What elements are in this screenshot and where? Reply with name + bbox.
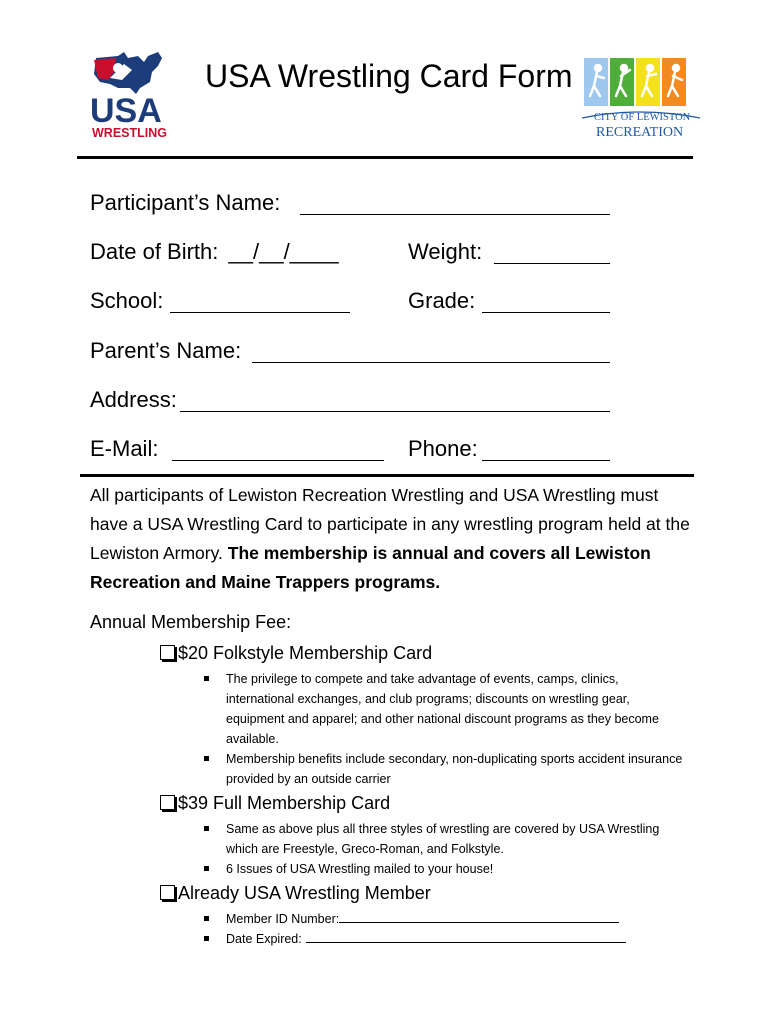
bullet-text: 6 Issues of USA Wrestling mailed to your house!: [226, 862, 494, 876]
parent-name-field[interactable]: [252, 362, 610, 363]
dob-row: [90, 239, 339, 265]
city-of-lewiston-text: CITY OF LEWISTON: [594, 112, 691, 123]
already-member-label: Already USA Wrestling Member: [178, 883, 431, 903]
full-bullet-1: [226, 819, 686, 859]
date-expired-field[interactable]: [306, 929, 626, 943]
folkstyle-label: $20 Folkstyle Membership Card: [178, 643, 433, 663]
date-expired-row: [226, 929, 686, 949]
phone-field[interactable]: [482, 460, 610, 461]
member-id-field[interactable]: [339, 909, 619, 923]
city-of-lewiston-recreation-logo: [580, 56, 702, 142]
full-membership-option[interactable]: [160, 793, 390, 814]
checkbox-icon[interactable]: [160, 645, 175, 660]
member-id-label: Member ID Number:: [226, 912, 340, 926]
member-id-row: [226, 909, 686, 929]
address-label: Address:: [90, 387, 177, 412]
wrestling-logo-text: WRESTLING: [92, 126, 167, 140]
intro-bold-text: The membership is annual and covers all Lewiston Recreation and Maine Trappers programs.: [90, 543, 651, 592]
grade-field[interactable]: [482, 312, 610, 313]
folkstyle-option[interactable]: [160, 643, 432, 664]
form-divider: [80, 474, 694, 477]
bullet-icon: [204, 916, 209, 921]
weight-label: Weight:: [408, 239, 483, 264]
checkbox-icon[interactable]: [160, 795, 175, 810]
bullet-icon: [204, 756, 209, 761]
grade-label: Grade:: [408, 288, 476, 313]
usa-logo-text: USA: [90, 92, 162, 130]
usa-wrestling-logo: [88, 48, 172, 140]
school-field[interactable]: [170, 312, 350, 313]
email-label: E-Mail:: [90, 436, 159, 461]
bullet-text: Same as above plus all three styles of wrestling are covered by USA Wrestling which are Freestyle, Greco-Roman, and Folkstyle.: [226, 822, 660, 856]
folkstyle-bullet-1: [226, 669, 686, 749]
bullet-icon: [204, 936, 209, 941]
bullet-icon: [204, 826, 209, 831]
weight-field[interactable]: [494, 263, 610, 264]
full-membership-label: $39 Full Membership Card: [178, 793, 391, 813]
checkbox-icon[interactable]: [160, 885, 175, 900]
already-member-option[interactable]: [160, 883, 431, 904]
dob-field[interactable]: __/__/____: [228, 239, 339, 264]
header-divider: [77, 156, 693, 159]
folkstyle-bullet-2: [226, 749, 686, 789]
participant-name-field[interactable]: [300, 214, 610, 215]
bullet-icon: [204, 676, 209, 681]
email-field[interactable]: [172, 460, 384, 461]
phone-label: Phone:: [408, 436, 478, 461]
bullet-icon: [204, 866, 209, 871]
date-expired-label: Date Expired:: [226, 932, 302, 946]
recreation-text: RECREATION: [596, 125, 684, 140]
dob-label: Date of Birth:: [90, 239, 219, 264]
parent-name-label: Parent’s Name:: [90, 338, 242, 363]
fee-heading: Annual Membership Fee:: [90, 612, 292, 632]
bullet-text: Membership benefits include secondary, non-duplicating sports accident insurance provided by an outside carrier: [226, 752, 683, 786]
full-bullet-2: [226, 859, 686, 879]
bullet-text: The privilege to compete and take advantage of events, camps, clinics, international exchanges, and club programs; discounts on wrestling gear, equipment and apparel; and other national discount programs as they become available.: [226, 672, 659, 746]
intro-text: All participants of Lewiston Recreation Wrestling and USA Wrestling must have a USA Wrestling Card to participate in any wrestling program held at the Lewiston Armory.: [90, 485, 690, 563]
participant-name-label: Participant’s Name:: [90, 190, 281, 215]
intro-paragraph: [90, 481, 690, 597]
school-label: School:: [90, 288, 164, 313]
address-field[interactable]: [180, 411, 610, 412]
page-title: USA Wrestling Card Form: [205, 58, 573, 94]
